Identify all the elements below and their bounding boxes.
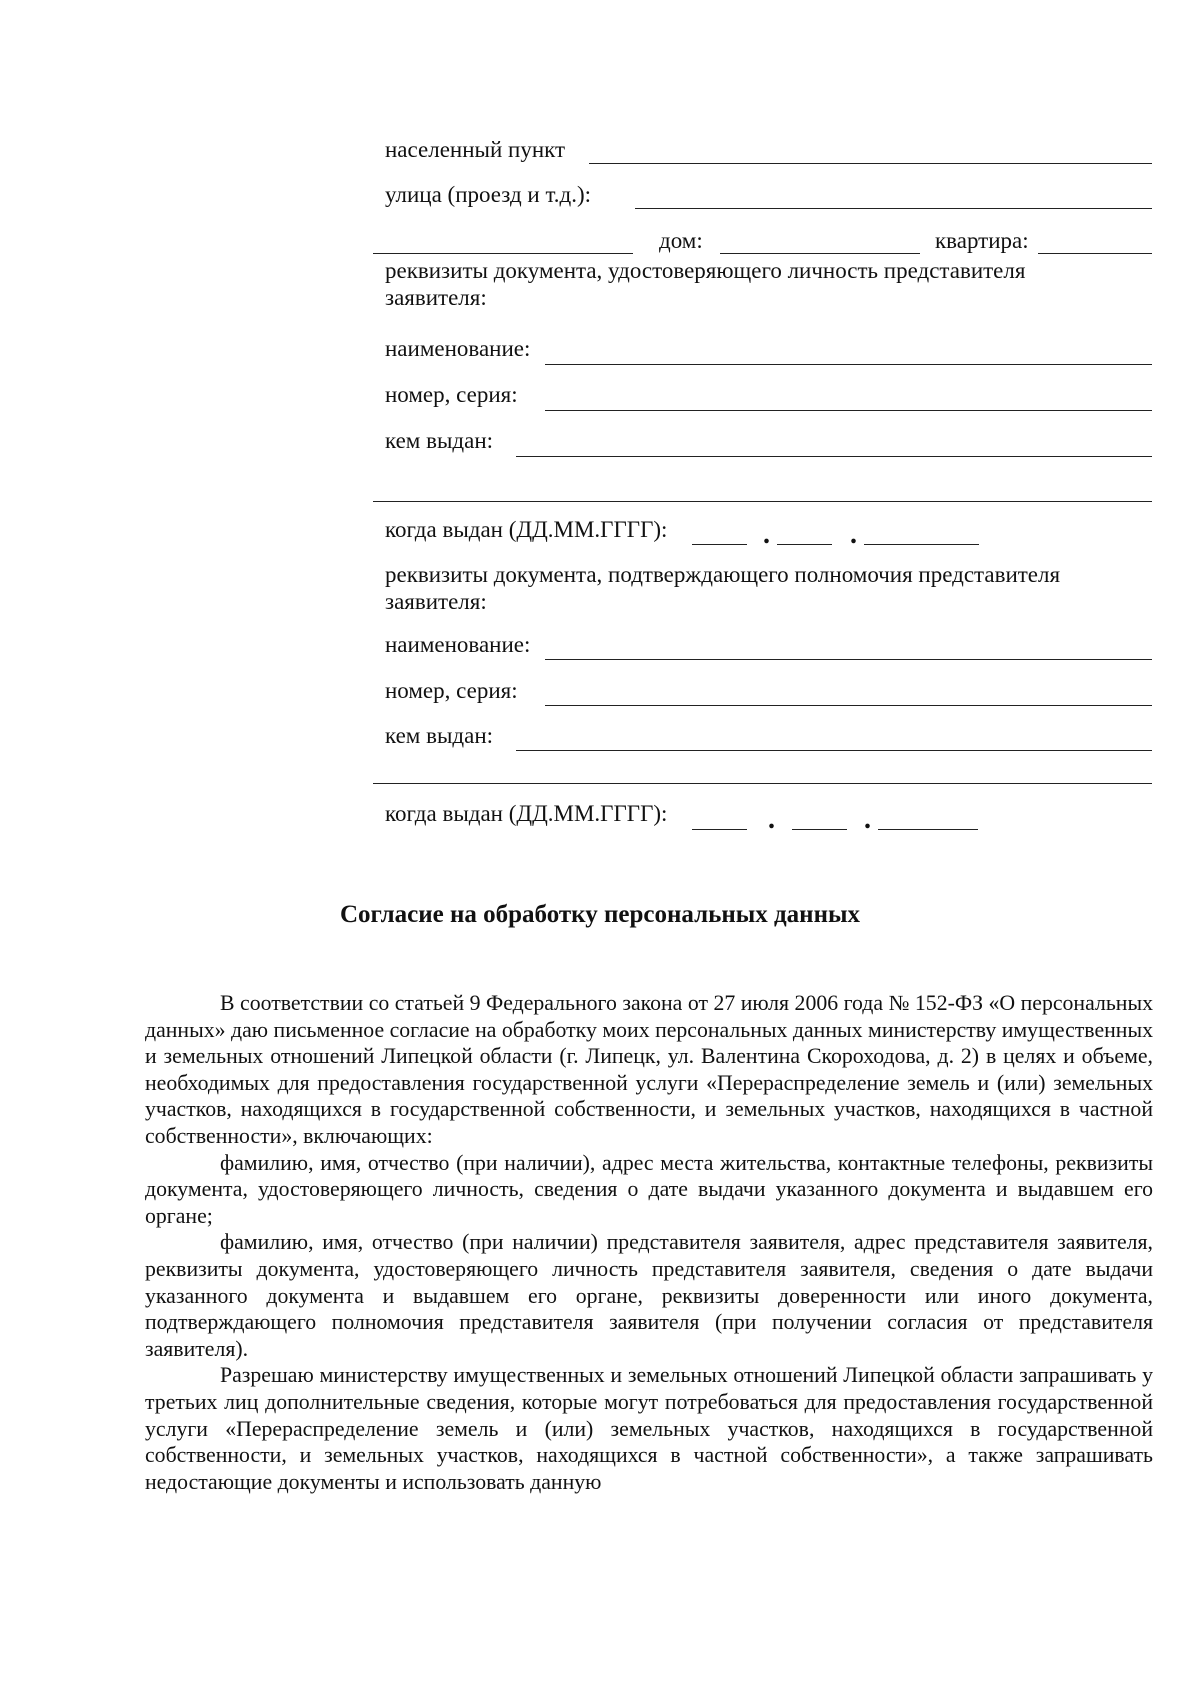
identity-doc-issuer-input-line-2[interactable]: [373, 501, 1152, 502]
identity-doc-date-dot-1: .: [763, 519, 770, 550]
identity-doc-heading-cont: заявителя:: [385, 285, 487, 310]
authority-doc-date-dot-2: .: [864, 804, 871, 835]
authority-doc-name-input-line[interactable]: [545, 659, 1152, 660]
street-input-line[interactable]: [635, 208, 1152, 209]
house-input-line[interactable]: [720, 253, 920, 254]
apartment-input-line[interactable]: [1038, 253, 1152, 254]
locality-input-line[interactable]: [589, 163, 1152, 164]
authority-doc-number-input-line[interactable]: [545, 705, 1152, 706]
identity-doc-name-input-line[interactable]: [545, 364, 1152, 365]
authority-doc-date-dot-1: .: [768, 804, 775, 835]
authority-doc-date-label: когда выдан (ДД.ММ.ГГГГ):: [385, 801, 668, 826]
authority-doc-date-month-line[interactable]: [792, 829, 847, 830]
authority-doc-heading-cont: заявителя:: [385, 589, 487, 614]
street-label: улица (проезд и т.д.):: [385, 182, 592, 207]
identity-doc-date-year-line[interactable]: [864, 544, 979, 545]
authority-doc-issuer-label: кем выдан:: [385, 723, 494, 748]
identity-doc-date-label: когда выдан (ДД.ММ.ГГГГ):: [385, 517, 668, 542]
house-label: дом:: [659, 228, 703, 253]
authority-doc-date-year-line[interactable]: [878, 829, 978, 830]
identity-doc-name-label: наименование:: [385, 336, 531, 361]
authority-doc-issuer-input-line[interactable]: [516, 750, 1152, 751]
authority-doc-date-day-line[interactable]: [692, 829, 747, 830]
identity-doc-date-dot-2: .: [850, 519, 857, 550]
consent-paragraph-1: В соответствии со статьей 9 Федерального закона от 27 июля 2006 года № 152-ФЗ «О персональных данных» даю письменное согласие на обработку моих персональных данных министерству имущественных и земельных отношений Липецкой области (г. Липецк, ул. Валентина Скороходова, д. 2) в целях и объеме, необходимых для предоставления государственной услуги «Перераспределение земель и (или) земельных участков, находящихся в государственной собственности, и земельных участков, находящихся в частной собственности», включающих:: [145, 991, 1153, 1148]
authority-doc-issuer-input-line-2[interactable]: [373, 783, 1152, 784]
consent-paragraph-2: фамилию, имя, отчество (при наличии), адрес места жительства, контактные телефоны, реквизиты документа, удостоверяющего личность, сведения о дате выдачи указанного документа и выдавшем его органе;: [145, 1150, 1153, 1228]
authority-doc-number-label: номер, серия:: [385, 678, 518, 703]
consent-paragraph-3: фамилию, имя, отчество (при наличии) представителя заявителя, адрес представителя заявителя, реквизиты документа, удостоверяющего личность представителя заявителя, сведения о дате выдачи указанного документа и выдавшем его органе, реквизиты доверенности или иного документа, подтверждающего полномочия представителя заявителя (при получении согласия от представителя заявителя).: [145, 1230, 1153, 1361]
locality-label: населенный пункт: [385, 137, 566, 162]
authority-doc-heading: реквизиты документа, подтверждающего полномочия представителя: [385, 562, 1061, 587]
authority-doc-name-label: наименование:: [385, 632, 531, 657]
street-continuation-line[interactable]: [373, 253, 633, 254]
identity-doc-number-label: номер, серия:: [385, 382, 518, 407]
identity-doc-issuer-label: кем выдан:: [385, 428, 494, 453]
identity-doc-date-month-line[interactable]: [777, 544, 832, 545]
identity-doc-heading: реквизиты документа, удостоверяющего личность представителя: [385, 258, 1026, 283]
apartment-label: квартира:: [935, 228, 1029, 253]
identity-doc-date-day-line[interactable]: [692, 544, 747, 545]
consent-paragraph-4: Разрешаю министерству имущественных и земельных отношений Липецкой области запрашивать у третьих лиц дополнительные сведения, которые могут потребоваться для предоставления государственной услуги «Перераспределение земель и (или) земельных участков, находящихся в государственной собственности, и земельных участков, находящихся в частной собственности», а также запрашивать недостающие документы и использовать данную: [145, 1363, 1153, 1494]
identity-doc-number-input-line[interactable]: [545, 410, 1152, 411]
consent-text: [145, 990, 1153, 1495]
identity-doc-issuer-input-line[interactable]: [516, 456, 1152, 457]
consent-title: Согласие на обработку персональных данных: [339, 901, 860, 928]
